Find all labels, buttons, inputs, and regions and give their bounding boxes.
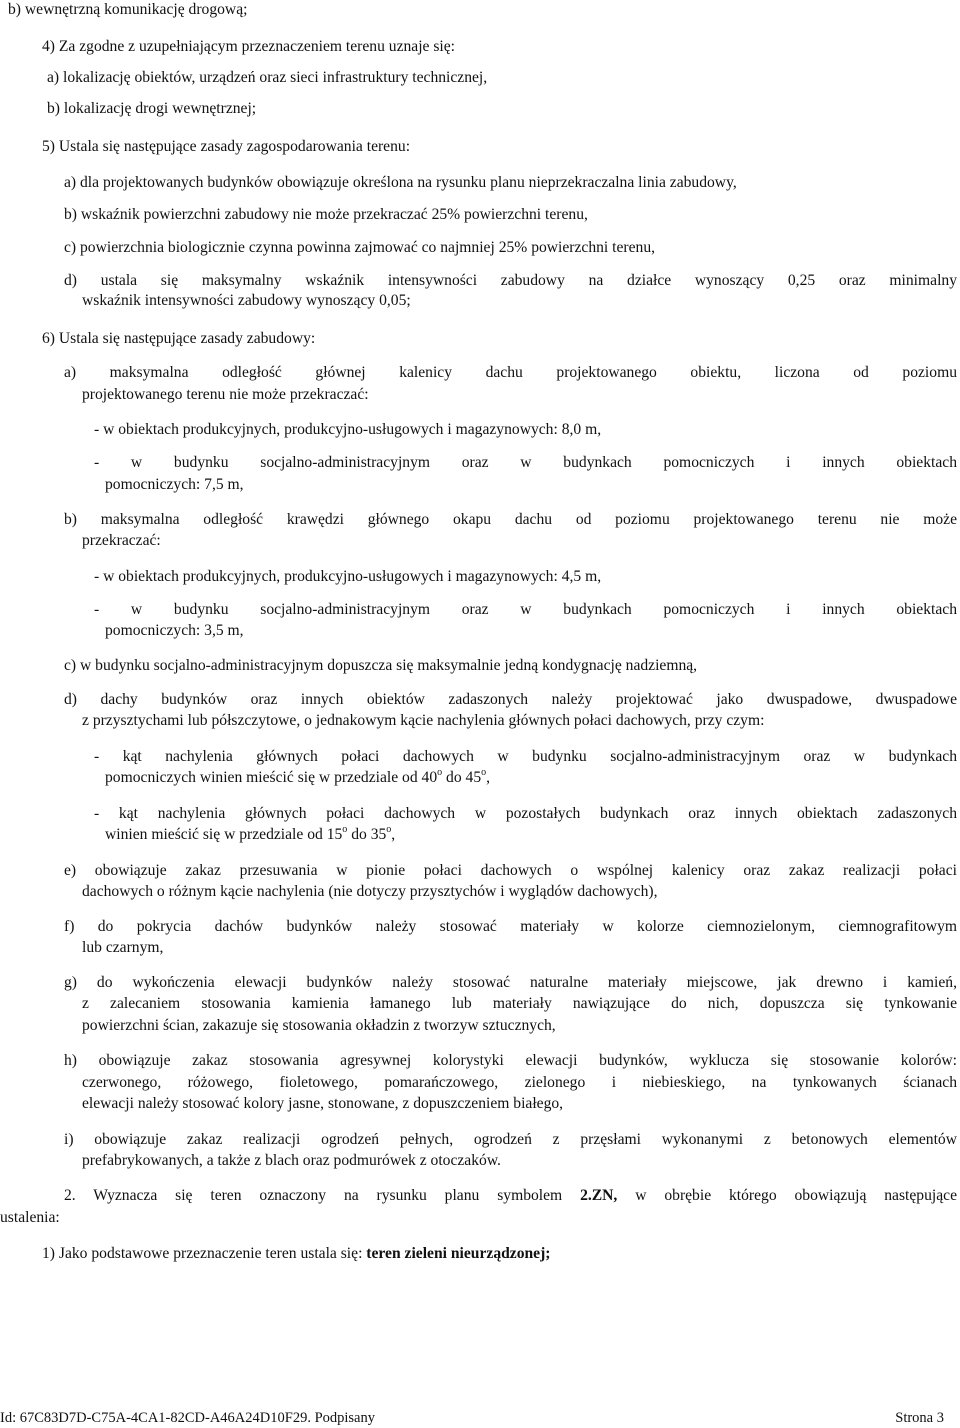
text-line: pomocniczych: 7,5 m, (105, 476, 244, 493)
text-line: b) maksymalna odległość krawędzi głównego okapu dachu od poziomu projektowanego terenu nie może (64, 511, 957, 528)
text-segment: 1) Jako podstawowe przeznaczenie teren ustala się: (42, 1245, 367, 1262)
text-line: b) lokalizację drogi wewnętrznej; (47, 100, 257, 117)
text-segment: w obrębie którego obowiązują następujące (617, 1187, 957, 1204)
footer-document-id: Id: 67C83D7D-C75A-4CA1-82CD-A46A24D10F29. Podpisany (0, 1410, 375, 1426)
text-line: 5) Ustala się następujące zasady zagospodarowania terenu: (42, 138, 411, 155)
text-line: 4) Za zgodne z uzupełniającym przeznaczeniem terenu uznaje się: (42, 38, 456, 55)
text-line: wskaźnik intensywności zabudowy wynoszący 0,05; (82, 292, 411, 309)
text-line: przekraczać: (82, 532, 161, 549)
text-line: ustalenia: (0, 1209, 60, 1226)
text-line: c) powierzchnia biologicznie czynna powinna zajmować co najmniej 25% powierzchni terenu, (64, 239, 656, 256)
text-segment: winien mieścić się w przedziale od 15 (105, 826, 343, 843)
text-line: projektowanego terenu nie może przekraczać: (82, 386, 369, 403)
text-line: 6) Ustala się następujące zasady zabudowy: (42, 330, 316, 347)
text-line: powierzchni ścian, zakazuje się stosowania okładzin z tworzyw sztucznych, (82, 1017, 556, 1034)
text-line: a) maksymalna odległość głównej kalenicy dachu projektowanego obiektu, liczona od poziomu (64, 364, 957, 381)
text-line: b) wskaźnik powierzchni zabudowy nie może przekraczać 25% powierzchni terenu, (64, 206, 588, 223)
text-line: - w obiektach produkcyjnych, produkcyjno-usługowych i magazynowych: 8,0 m, (94, 421, 602, 438)
text-line: c) w budynku socjalno-administracyjnym dopuszcza się maksymalnie jedną kondygnację nadziemną, (64, 657, 698, 674)
degree-mark: o (481, 767, 487, 778)
text-line: prefabrykowanych, a także z blach oraz podmurówek z otoczaków. (82, 1152, 501, 1169)
degree-mark: o (437, 767, 443, 778)
text-segment: , (486, 769, 491, 786)
text-line: f) do pokrycia dachów budynków należy stosować materiały w kolorze ciemnozielonym, ciemnografitowym (64, 918, 957, 935)
text-line: lub czarnym, (82, 939, 164, 956)
text-line (105, 768, 490, 788)
text-line: pomocniczych: 3,5 m, (105, 622, 244, 639)
text-line (105, 825, 395, 845)
text-line: dachowych o różnym kącie nachylenia (nie dotyczy przysztychów i wyglądów dachowych), (82, 883, 658, 900)
text-line: - kąt nachylenia głównych połaci dachowych w budynku socjalno-administracyjnym oraz w budynkach (94, 748, 957, 765)
text-line (42, 1244, 550, 1264)
degree-mark: o (342, 824, 348, 835)
text-line: h) obowiązuje zakaz stosowania agresywnej kolorystyki elewacji budynków, wyklucza się stosowanie kolorów: (64, 1052, 957, 1069)
text-segment: , (391, 826, 396, 843)
text-line: elewacji należy stosować kolory jasne, stonowane, z dopuszczeniem białego, (82, 1095, 564, 1112)
text-segment: 2. Wyznacza się teren oznaczony na rysunku planu symbolem (64, 1187, 581, 1204)
text-line: a) lokalizację obiektów, urządzeń oraz sieci infrastruktury technicznej, (47, 69, 488, 86)
degree-mark: o (386, 824, 392, 835)
text-line: - w obiektach produkcyjnych, produkcyjno-usługowych i magazynowych: 4,5 m, (94, 568, 602, 585)
text-line: d) dachy budynków oraz innych obiektów zadaszonych należy projektować jako dwuspadowe, dwuspadowe (64, 691, 957, 708)
text-line: b) wewnętrzną komunikację drogową; (8, 1, 248, 18)
text-line (64, 1186, 957, 1206)
text-line: i) obowiązuje zakaz realizacji ogrodzeń pełnych, ogrodzeń z przęsłami wykonanymi z betonowych elementów (64, 1131, 957, 1148)
text-line: g) do wykończenia elewacji budynków należy stosować naturalne materiały miejscowe, jak drewno i kamień, (64, 974, 957, 991)
text-line: - w budynku socjalno-administracyjnym oraz w budynkach pomocniczych i innych obiektach (94, 454, 957, 471)
text-line: - w budynku socjalno-administracyjnym oraz w budynkach pomocniczych i innych obiektach (94, 601, 957, 618)
text-line: z przysztychami lub półszczytowe, o jednakowym kącie nachylenia głównych połaci dachowych, przy czym: (82, 712, 765, 729)
text-line: czerwonego, różowego, fioletowego, pomarańczowego, zielonego i niebieskiego, na tynkowanych ścianach (82, 1074, 957, 1091)
bold-designation: teren zieleni nieurządzonej; (366, 1245, 551, 1262)
text-segment: pomocniczych winien mieścić się w przedziale od 40 (105, 769, 438, 786)
text-line: a) dla projektowanych budynków obowiązuje określona na rysunku planu nieprzekraczalna linia zabudowy, (64, 174, 737, 191)
text-line: e) obowiązuje zakaz przesuwania w pionie połaci dachowych o wspólnej kalenicy oraz zakaz realizacji połaci (64, 862, 957, 879)
zone-symbol: 2.ZN, (580, 1187, 618, 1204)
text-line: - kąt nachylenia głównych połaci dachowych w pozostałych budynkach oraz innych obiektach zadaszonych (94, 805, 957, 822)
text-segment: do 45 (442, 769, 482, 786)
text-line: z zalecaniem stosowania kamienia łamanego lub materiały nawiązujące do nich, dopuszcza się tynkowanie (82, 995, 957, 1012)
text-segment: do 35 (347, 826, 387, 843)
text-line: d) ustala się maksymalny wskaźnik intensywności zabudowy na działce wynoszący 0,25 oraz minimalny (64, 272, 957, 289)
footer-page-number: Strona 3 (895, 1410, 944, 1426)
